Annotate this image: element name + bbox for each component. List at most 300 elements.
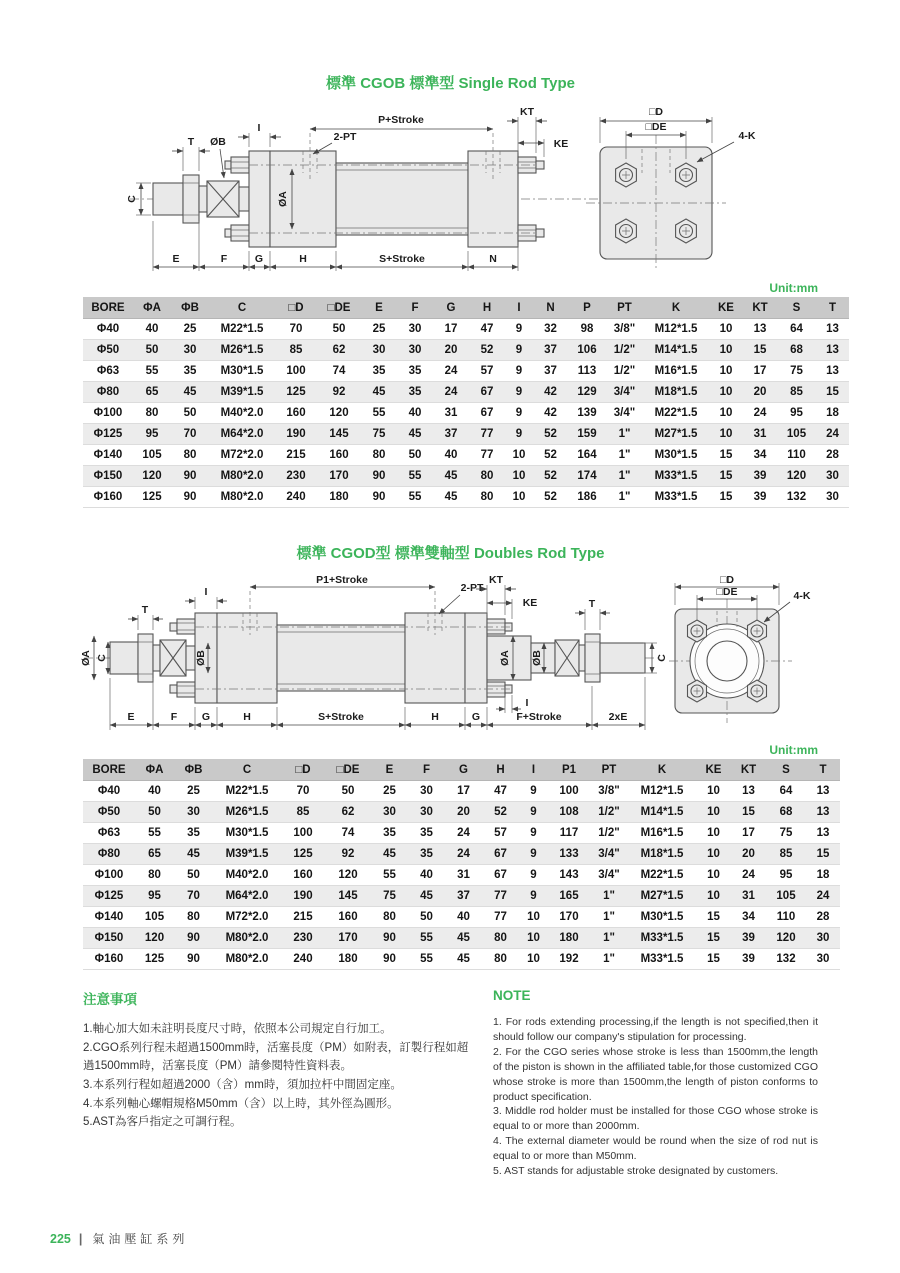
value-cell: 62 [317,340,361,361]
table-row [83,319,849,340]
value-cell: M14*1.5 [643,340,709,361]
value-cell: 28 [816,445,849,466]
value-cell: 9 [519,802,548,823]
value-cell: 13 [816,319,849,340]
table-row [83,445,849,466]
column-header: PT [606,297,643,319]
value-cell: 30 [408,781,445,802]
value-cell: 3/4" [590,865,628,886]
value-cell: M80*2.0 [213,949,281,970]
value-cell: 30 [361,340,397,361]
value-cell: 20 [743,382,777,403]
value-cell: 9 [505,403,533,424]
value-cell: 52 [533,487,568,508]
notes-chinese-list [83,1020,469,1132]
note-item: 3. Middle rod holder must be installed for those CGO whose stroke is equal to or more than 2000mm. [493,1105,818,1133]
column-header: □DE [325,759,371,781]
table-row [83,466,849,487]
column-header: T [806,759,840,781]
value-cell: 52 [469,340,505,361]
value-cell: 15 [816,382,849,403]
value-cell: 40 [408,865,445,886]
value-cell: 20 [731,844,766,865]
column-header: F [397,297,433,319]
value-cell: 35 [171,361,209,382]
table-row [83,361,849,382]
value-cell: 10 [519,907,548,928]
value-cell: 9 [505,382,533,403]
column-header: K [643,297,709,319]
value-cell: M12*1.5 [643,319,709,340]
value-cell: 45 [433,487,469,508]
value-cell: 30 [397,340,433,361]
value-cell: 10 [709,382,743,403]
value-cell: 55 [408,928,445,949]
value-cell: 77 [482,886,519,907]
value-cell: 50 [171,403,209,424]
bore-cell: Φ63 [83,361,133,382]
dim-label-oa: ØA [277,191,289,207]
value-cell: 125 [275,382,317,403]
value-cell: 50 [408,907,445,928]
value-cell: 52 [533,445,568,466]
value-cell: M22*1.5 [628,865,696,886]
value-cell: 30 [816,487,849,508]
value-cell: 55 [135,823,174,844]
value-cell: 117 [548,823,590,844]
value-cell: 1" [606,487,643,508]
value-cell: 125 [281,844,325,865]
value-cell: 1" [590,907,628,928]
value-cell: 75 [766,823,806,844]
bore-cell: Φ140 [83,445,133,466]
note-item: 2.CGO系列行程未超過1500mm時，活塞長度（PM）如附表，訂製行程如超過1500mm時，活塞長度（PM）請參閱特性資料表。 [83,1041,469,1073]
value-cell: 10 [696,823,731,844]
value-cell: 25 [171,319,209,340]
value-cell: 17 [731,823,766,844]
column-header: □D [275,297,317,319]
value-cell: 10 [519,949,548,970]
note-item: 5.AST為客戶指定之可調行程。 [83,1116,242,1129]
value-cell: 65 [135,844,174,865]
note-item: 5. AST stands for adjustable stroke designated by customers. [493,1165,779,1178]
column-header: BORE [83,297,133,319]
value-cell: 80 [361,445,397,466]
value-cell: 31 [731,886,766,907]
double-rod-spec-table [83,759,840,970]
dim-label-i-left: I [204,586,208,598]
dim-label-i: I [257,122,261,134]
column-header: E [361,297,397,319]
value-cell: 10 [519,928,548,949]
dim-label-t-right: T [588,598,596,610]
column-header: I [505,297,533,319]
value-cell: 85 [777,382,816,403]
dim-label-e: E [127,711,135,723]
dim-label-c-right: C [656,654,668,662]
value-cell: 180 [325,949,371,970]
table-row [83,487,849,508]
value-cell: 105 [133,445,171,466]
value-cell: M64*2.0 [213,886,281,907]
value-cell: 164 [568,445,606,466]
value-cell: 230 [281,928,325,949]
dim-label-f: F [170,711,178,723]
value-cell: 10 [696,802,731,823]
value-cell: 50 [135,802,174,823]
value-cell: 18 [816,403,849,424]
dim-label-i-right: I [525,697,529,709]
value-cell: 17 [433,319,469,340]
value-cell: M64*2.0 [209,424,275,445]
double-rod-diagram [80,573,820,745]
value-cell: M39*1.5 [209,382,275,403]
bore-cell: Φ160 [83,487,133,508]
value-cell: 10 [709,361,743,382]
value-cell: M40*2.0 [209,403,275,424]
value-cell: 10 [709,319,743,340]
value-cell: 92 [317,382,361,403]
bore-cell: Φ100 [83,403,133,424]
value-cell: 77 [482,907,519,928]
value-cell: 132 [766,949,806,970]
series-label: 氣油壓缸系列 [92,1232,189,1246]
value-cell: 100 [275,361,317,382]
value-cell: 13 [816,340,849,361]
value-cell: M80*2.0 [209,466,275,487]
dim-label-4k: 4-K [793,590,811,602]
value-cell: 1/2" [590,823,628,844]
value-cell: 67 [469,382,505,403]
value-cell: 35 [397,361,433,382]
page-number: 225 [50,1231,71,1246]
column-header: S [777,297,816,319]
value-cell: 120 [777,466,816,487]
value-cell: 55 [397,466,433,487]
value-cell: M26*1.5 [213,802,281,823]
column-header: ΦB [174,759,213,781]
bore-cell: Φ40 [83,319,133,340]
value-cell: M30*1.5 [213,823,281,844]
value-cell: 9 [505,361,533,382]
value-cell: 39 [743,466,777,487]
value-cell: 24 [433,361,469,382]
value-cell: 80 [135,865,174,886]
dim-label-ke: KE [522,597,538,609]
column-header: KT [743,297,777,319]
column-header: KT [731,759,766,781]
value-cell: 170 [317,466,361,487]
value-cell: 180 [548,928,590,949]
value-cell: 47 [482,781,519,802]
column-header: P1 [548,759,590,781]
dim-label-h: H [299,253,307,265]
table-header-row [83,759,840,781]
value-cell: 15 [696,928,731,949]
value-cell: 9 [519,844,548,865]
value-cell: M27*1.5 [643,424,709,445]
value-cell: 160 [281,865,325,886]
value-cell: 50 [317,319,361,340]
dim-label-s-stroke: S+Stroke [379,253,425,265]
value-cell: 65 [133,382,171,403]
dim-label-oa-right: ØA [499,650,511,666]
dim-label-de: □DE [716,586,738,598]
value-cell: 3/8" [590,781,628,802]
value-cell: 37 [433,424,469,445]
value-cell: 1" [606,445,643,466]
bore-cell: Φ100 [83,865,135,886]
value-cell: 45 [171,382,209,403]
dim-label-oa-left: ØA [80,650,92,666]
value-cell: 133 [548,844,590,865]
value-cell: 10 [709,340,743,361]
value-cell: 80 [469,466,505,487]
value-cell: 108 [548,802,590,823]
table-header-row [83,297,849,319]
value-cell: 90 [171,487,209,508]
value-cell: 1" [606,466,643,487]
column-header: F [408,759,445,781]
value-cell: 143 [548,865,590,886]
value-cell: 80 [482,928,519,949]
value-cell: 120 [135,928,174,949]
value-cell: 1/2" [590,802,628,823]
value-cell: 77 [469,424,505,445]
table-row [83,382,849,403]
dim-label-4k: 4-K [738,130,756,142]
column-header: I [519,759,548,781]
value-cell: 90 [174,928,213,949]
dim-label-ob-left: ØB [195,650,207,666]
value-cell: 90 [371,949,408,970]
table-row [83,844,840,865]
value-cell: 42 [533,382,568,403]
value-cell: 125 [133,487,171,508]
value-cell: 1" [590,949,628,970]
single-rod-spec-table [83,297,849,508]
value-cell: M22*1.5 [209,319,275,340]
dim-label-2pt: 2-PT [333,131,357,143]
value-cell: 13 [806,823,840,844]
value-cell: 75 [361,424,397,445]
value-cell: 24 [445,823,482,844]
value-cell: 32 [533,319,568,340]
value-cell: 98 [568,319,606,340]
value-cell: 30 [408,802,445,823]
value-cell: 70 [275,319,317,340]
unit-label: Unit:mm [769,743,818,757]
table-row [83,907,840,928]
flange-end-view [586,106,756,269]
value-cell: 1" [590,886,628,907]
bore-cell: Φ50 [83,802,135,823]
value-cell: 35 [397,382,433,403]
value-cell: 15 [743,340,777,361]
notes-english-title: NOTE [493,988,531,1003]
value-cell: 13 [743,319,777,340]
value-cell: 85 [766,844,806,865]
column-header: G [445,759,482,781]
value-cell: 24 [806,886,840,907]
column-header: H [482,759,519,781]
footer-divider: | [78,1231,83,1246]
column-header: K [628,759,696,781]
value-cell: 15 [696,949,731,970]
value-cell: 160 [325,907,371,928]
value-cell: 35 [361,361,397,382]
value-cell: 10 [696,781,731,802]
value-cell: 3/4" [606,382,643,403]
value-cell: 120 [325,865,371,886]
value-cell: 90 [174,949,213,970]
value-cell: 75 [777,361,816,382]
value-cell: 39 [743,487,777,508]
value-cell: 34 [731,907,766,928]
value-cell: 92 [325,844,371,865]
value-cell: 100 [281,823,325,844]
value-cell: M72*2.0 [209,445,275,466]
value-cell: 80 [133,403,171,424]
value-cell: M80*2.0 [209,487,275,508]
value-cell: 50 [133,340,171,361]
value-cell: 95 [135,886,174,907]
value-cell: 90 [361,487,397,508]
value-cell: 10 [696,886,731,907]
value-cell: 10 [709,403,743,424]
table-row [83,886,840,907]
value-cell: 85 [281,802,325,823]
dim-label-s-stroke: S+Stroke [318,711,364,723]
value-cell: 80 [174,907,213,928]
value-cell: 64 [777,319,816,340]
value-cell: 139 [568,403,606,424]
bore-cell: Φ150 [83,928,135,949]
value-cell: M33*1.5 [628,928,696,949]
value-cell: 67 [482,844,519,865]
value-cell: 52 [482,802,519,823]
value-cell: 30 [371,802,408,823]
value-cell: 74 [325,823,371,844]
value-cell: 170 [548,907,590,928]
value-cell: 30 [397,319,433,340]
value-cell: 113 [568,361,606,382]
table-row [83,424,849,445]
column-header: C [209,297,275,319]
dim-label-ke: KE [553,138,569,150]
value-cell: 55 [408,949,445,970]
single-rod-diagram [80,99,820,291]
value-cell: 18 [806,865,840,886]
dim-label-2xe: 2xE [608,711,628,723]
value-cell: 9 [519,886,548,907]
note-item: 1.軸心加大如未註明長度尺寸時，依照本公司規定自行加工。 [83,1023,392,1035]
value-cell: 25 [174,781,213,802]
value-cell: 24 [731,865,766,886]
column-header: C [213,759,281,781]
value-cell: 24 [743,403,777,424]
value-cell: 15 [709,487,743,508]
value-cell: M18*1.5 [628,844,696,865]
value-cell: 3/8" [606,319,643,340]
value-cell: 240 [281,949,325,970]
value-cell: 25 [371,781,408,802]
value-cell: M14*1.5 [628,802,696,823]
value-cell: 64 [766,781,806,802]
value-cell: 9 [505,319,533,340]
dim-label-p1-stroke: P1+Stroke [316,574,368,586]
value-cell: 67 [469,403,505,424]
value-cell: 35 [174,823,213,844]
value-cell: 95 [766,865,806,886]
dim-label-t-left: T [141,604,149,616]
value-cell: 105 [135,907,174,928]
column-header: ΦA [135,759,174,781]
value-cell: 40 [433,445,469,466]
bore-cell: Φ160 [83,949,135,970]
value-cell: 95 [133,424,171,445]
dim-label-e: E [172,253,180,265]
value-cell: 35 [371,823,408,844]
value-cell: 24 [445,844,482,865]
table-row [83,781,840,802]
value-cell: 9 [505,340,533,361]
value-cell: 55 [397,487,433,508]
table-row [83,865,840,886]
dim-label-g: G [254,253,264,265]
value-cell: 125 [135,949,174,970]
bore-cell: Φ150 [83,466,133,487]
page-footer [50,1230,188,1247]
value-cell: 45 [433,466,469,487]
value-cell: 3/4" [606,403,643,424]
value-cell: 13 [806,802,840,823]
value-cell: 55 [133,361,171,382]
value-cell: 30 [174,802,213,823]
bore-cell: Φ80 [83,844,135,865]
value-cell: 159 [568,424,606,445]
value-cell: 13 [806,781,840,802]
value-cell: 174 [568,466,606,487]
value-cell: M22*1.5 [643,403,709,424]
value-cell: M33*1.5 [643,487,709,508]
value-cell: 215 [281,907,325,928]
value-cell: 15 [731,802,766,823]
value-cell: M27*1.5 [628,886,696,907]
value-cell: 95 [777,403,816,424]
value-cell: 67 [482,865,519,886]
column-header: ΦA [133,297,171,319]
value-cell: 77 [469,445,505,466]
value-cell: 132 [777,487,816,508]
value-cell: 13 [731,781,766,802]
value-cell: 1/2" [606,340,643,361]
note-item: 4. The external diameter would be round when the size of rod nut is equal to or more than M50mm. [493,1135,818,1163]
value-cell: 120 [133,466,171,487]
value-cell: 80 [469,487,505,508]
value-cell: 31 [445,865,482,886]
table-row [83,802,840,823]
double-rod-section-title: 標準 CGOD型 標準雙軸型 Doubles Rod Type [296,545,605,562]
value-cell: 192 [548,949,590,970]
value-cell: 70 [171,424,209,445]
value-cell: M72*2.0 [213,907,281,928]
value-cell: 215 [275,445,317,466]
value-cell: 15 [709,445,743,466]
value-cell: 1/2" [606,361,643,382]
value-cell: 52 [533,424,568,445]
value-cell: 3/4" [590,844,628,865]
